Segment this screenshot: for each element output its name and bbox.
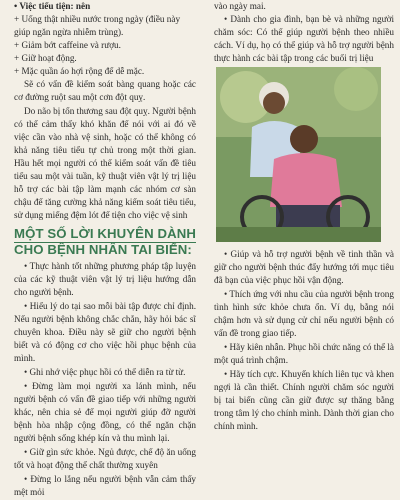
photo-illustration — [216, 67, 381, 242]
caregiver-with-wheelchair-photo — [216, 67, 381, 242]
heading-line-2: CHO BỆNH NHÂN TAI BIẾN: — [14, 242, 192, 257]
toilet-heading: • Việc tiểu tiện: nên — [14, 1, 91, 11]
continued-line: vào ngày mai. — [214, 1, 266, 11]
advice-bullet: • Đừng lo lắng nếu người bệnh vẫn cảm thấy mệt mỏi — [14, 474, 196, 497]
caregiver-bullet: • Giúp và hỗ trợ người bệnh về tinh thần và giữ cho người bệnh thúc đẩy hướng tới mục tiêu đã bạn của việc phục hồi vận động. — [214, 249, 394, 285]
tip-line: + Uống thật nhiều nước trong ngày (điều này — [14, 14, 181, 24]
section-heading — [14, 227, 196, 257]
advice-bullet: • Hiểu lý do tại sao mỗi bài tập được chỉ định. Nếu người bệnh không chắc chắn, hãy hỏi bác sĩ chuyên khoa. Điều này sẽ giữ cho người bệnh biết và có động cơ cho việc hồi phục bệnh của mình. — [14, 301, 196, 363]
heading-line-1: MỘT SỐ LỜI KHUYÊN DÀNH — [14, 226, 196, 241]
caregiver-bullet: • Hãy kiên nhẫn. Phục hồi chức năng có thể là một quá trình chậm. — [214, 342, 394, 365]
advice-bullet: • Ghi nhớ việc phục hồi có thể diễn ra từ từ. — [24, 367, 186, 377]
tip-line: + Mặc quần áo hợi rộng để dễ mặc. — [14, 66, 145, 76]
tip-line: + Giữ hoạt động. — [14, 53, 77, 63]
tip-line: giúp ngăn ngừa nhiễm trùng). — [14, 27, 124, 37]
tip-line: + Giảm bớt caffeine và rượu. — [14, 40, 121, 50]
caregiver-intro: • Dành cho gia đình, bạn bè và những người chăm sóc: Có thể giúp người bệnh theo nhiều cách. Ví dụ, họ có thể giúp và hỗ trợ người bệnh thực hành các bài tập trong các buổi trị liệu — [214, 14, 394, 63]
paragraph: Sẽ có vấn đề kiểm soát bàng quang hoặc các cơ đường ruột sau một cơn đột quỵ. — [14, 79, 196, 102]
caregiver-bullet: • Thích ứng với nhu cầu của người bệnh trong tình hình sức khỏe chưa ổn. Ví dụ, bằng nói chậm hơn và sử dụng cử chỉ nếu người bệnh có vấn đề trong giao tiếp. — [214, 289, 394, 338]
advice-bullet: • Giữ gìn sức khỏe. Ngủ được, chế độ ăn uống tốt và hoạt động thể chất thường xuyên — [14, 447, 196, 470]
advice-bullet: • Thực hành tốt những phương pháp tập luyện của các kỹ thuật viên vật lý trị liệu hướng dẫn cho người bệnh. — [14, 261, 196, 297]
paragraph: Do não bị tổn thương sau đột quỵ. Người bệnh có thể cảm thấy khó khăn để nói với ai đó về việc cần vào nhà vệ sinh, hoặc có thể không có khả năng tiêu tiểu tự chủ trong một thời gian. Hầu hết mọi người có thể kiểm soát vấn đề tiêu tiểu sau một vài tuần, kỹ thuật viên vật lý trị liệu hỗ trợ các bài tập làm mạnh các nhóm cơ sàn chậu để tăng cường khả năng kiểm soát tiêu tiểu, sử dụng miếng đệm lót để tiện cho việc vệ sinh — [14, 106, 196, 220]
advice-bullet: • Đừng làm mọi người xa lánh mình, nếu người bệnh có vấn đề giao tiếp với những người khác, nên chia sẻ để mọi người giúp đỡ người bệnh hòa nhập cộng đồng, có thể ngăn chặn người bệnh sống khép kín và thu mình lại. — [14, 381, 196, 443]
left-column — [14, 0, 196, 500]
caregiver-bullet: • Hãy tích cực. Khuyến khích liên tục và khen ngợi là cần thiết. Chính người chăm sóc người bị tai biến cũng cần giữ được sự thăng bằng trong tâm lý cho chính mình. Dành thời gian cho chính mình. — [214, 369, 394, 431]
